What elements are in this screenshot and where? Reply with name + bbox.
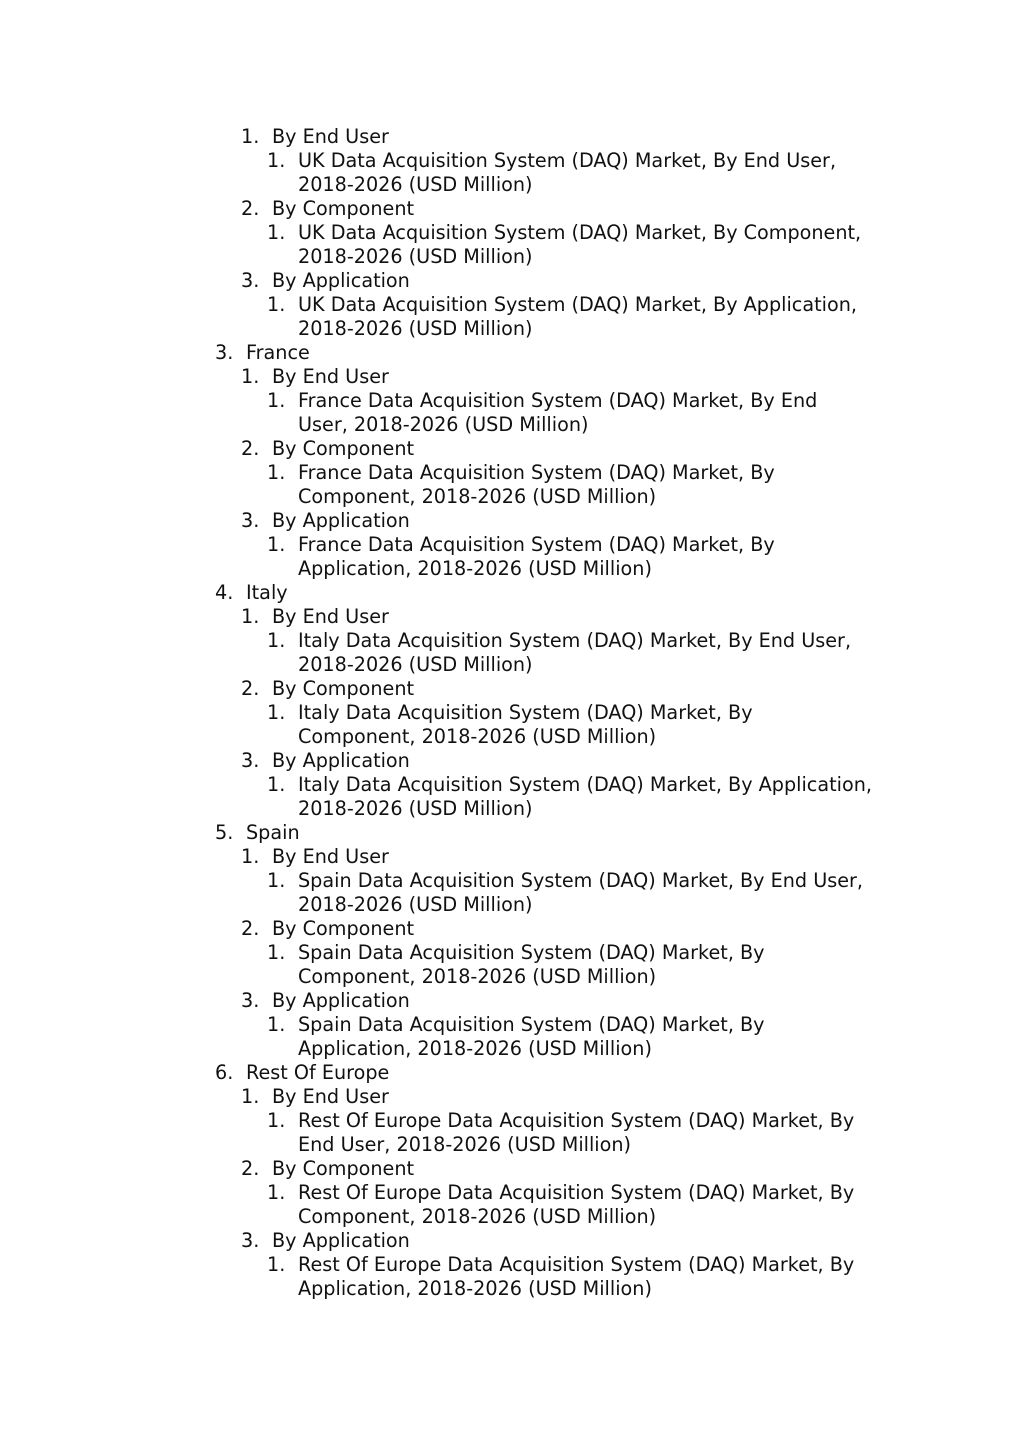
list-text: End User, 2018-2026 (USD Million) bbox=[298, 1133, 632, 1156]
toc-table-entry bbox=[0, 1181, 1023, 1205]
list-text: Application, 2018-2026 (USD Million) bbox=[298, 1277, 652, 1300]
list-text: 2018-2026 (USD Million) bbox=[298, 653, 533, 676]
toc-table-entry-continuation bbox=[0, 1277, 1023, 1301]
toc-table-entry-continuation bbox=[0, 173, 1023, 197]
list-number: 1. bbox=[267, 629, 286, 652]
list-number: 1. bbox=[267, 869, 286, 892]
list-number: 5. bbox=[215, 821, 234, 844]
list-text: By Application bbox=[272, 749, 410, 772]
toc-table-entry bbox=[0, 869, 1023, 893]
list-text: User, 2018-2026 (USD Million) bbox=[298, 413, 589, 436]
toc-segment-entry bbox=[0, 509, 1023, 533]
list-text: By End User bbox=[272, 1085, 389, 1108]
list-text: Component, 2018-2026 (USD Million) bbox=[298, 485, 657, 508]
toc-table-entry-continuation bbox=[0, 893, 1023, 917]
list-text: By Application bbox=[272, 1229, 410, 1252]
toc-country-entry bbox=[0, 341, 1023, 365]
list-text: Application, 2018-2026 (USD Million) bbox=[298, 557, 652, 580]
list-text: Component, 2018-2026 (USD Million) bbox=[298, 1205, 657, 1228]
list-text: Component, 2018-2026 (USD Million) bbox=[298, 965, 657, 988]
list-text: 2018-2026 (USD Million) bbox=[298, 245, 533, 268]
list-number: 2. bbox=[241, 437, 260, 460]
list-number: 1. bbox=[241, 845, 260, 868]
list-number: 1. bbox=[267, 941, 286, 964]
toc-segment-entry bbox=[0, 845, 1023, 869]
toc-table-entry bbox=[0, 941, 1023, 965]
list-number: 1. bbox=[267, 1253, 286, 1276]
list-number: 1. bbox=[241, 125, 260, 148]
list-text: By End User bbox=[272, 365, 389, 388]
toc-segment-entry bbox=[0, 749, 1023, 773]
list-text: By Application bbox=[272, 509, 410, 532]
toc-table-entry bbox=[0, 701, 1023, 725]
list-number: 2. bbox=[241, 1157, 260, 1180]
list-text: By Component bbox=[272, 1157, 415, 1180]
list-text: UK Data Acquisition System (DAQ) Market, By Application, bbox=[298, 293, 857, 316]
list-text: Spain Data Acquisition System (DAQ) Market, By End User, bbox=[298, 869, 864, 892]
list-number: 1. bbox=[267, 149, 286, 172]
list-text: By End User bbox=[272, 605, 389, 628]
list-text: Spain bbox=[246, 821, 300, 844]
toc-segment-entry bbox=[0, 269, 1023, 293]
list-text: France Data Acquisition System (DAQ) Market, By bbox=[298, 461, 775, 484]
list-text: UK Data Acquisition System (DAQ) Market, By End User, bbox=[298, 149, 837, 172]
list-number: 2. bbox=[241, 917, 260, 940]
list-number: 1. bbox=[241, 1085, 260, 1108]
list-text: Italy Data Acquisition System (DAQ) Market, By End User, bbox=[298, 629, 852, 652]
toc-segment-entry bbox=[0, 365, 1023, 389]
list-text: 2018-2026 (USD Million) bbox=[298, 893, 533, 916]
toc-table-entry-continuation bbox=[0, 653, 1023, 677]
list-text: Component, 2018-2026 (USD Million) bbox=[298, 725, 657, 748]
toc-table-entry bbox=[0, 1253, 1023, 1277]
list-number: 1. bbox=[267, 1013, 286, 1036]
toc-segment-entry bbox=[0, 437, 1023, 461]
list-text: By Application bbox=[272, 269, 410, 292]
toc-table-entry bbox=[0, 629, 1023, 653]
toc-table-entry bbox=[0, 461, 1023, 485]
toc-segment-entry bbox=[0, 989, 1023, 1013]
list-text: By Component bbox=[272, 437, 415, 460]
list-text: Italy Data Acquisition System (DAQ) Market, By Application, bbox=[298, 773, 872, 796]
list-text: France Data Acquisition System (DAQ) Market, By bbox=[298, 533, 775, 556]
list-number: 1. bbox=[267, 293, 286, 316]
list-text: Rest Of Europe Data Acquisition System (DAQ) Market, By bbox=[298, 1109, 855, 1132]
list-number: 3. bbox=[241, 1229, 260, 1252]
list-number: 1. bbox=[267, 461, 286, 484]
toc-table-entry bbox=[0, 773, 1023, 797]
list-text: Italy Data Acquisition System (DAQ) Market, By bbox=[298, 701, 753, 724]
toc-table-entry-continuation bbox=[0, 317, 1023, 341]
list-number: 1. bbox=[241, 365, 260, 388]
toc-country-entry bbox=[0, 1061, 1023, 1085]
toc-segment-entry bbox=[0, 605, 1023, 629]
list-number: 6. bbox=[215, 1061, 234, 1084]
list-text: By End User bbox=[272, 125, 389, 148]
list-text: 2018-2026 (USD Million) bbox=[298, 797, 533, 820]
list-text: UK Data Acquisition System (DAQ) Market, By Component, bbox=[298, 221, 862, 244]
list-text: 2018-2026 (USD Million) bbox=[298, 317, 533, 340]
toc-table-entry bbox=[0, 1013, 1023, 1037]
list-text: By Component bbox=[272, 917, 415, 940]
list-number: 1. bbox=[267, 1109, 286, 1132]
toc-segment-entry bbox=[0, 917, 1023, 941]
list-number: 3. bbox=[241, 749, 260, 772]
toc-table-entry-continuation bbox=[0, 1037, 1023, 1061]
list-number: 1. bbox=[267, 389, 286, 412]
list-number: 2. bbox=[241, 197, 260, 220]
toc-table-entry-continuation bbox=[0, 413, 1023, 437]
list-number: 1. bbox=[267, 533, 286, 556]
list-number: 3. bbox=[241, 509, 260, 532]
toc-country-entry bbox=[0, 581, 1023, 605]
toc-segment-entry bbox=[0, 1157, 1023, 1181]
toc-table-entry bbox=[0, 293, 1023, 317]
list-number: 1. bbox=[267, 221, 286, 244]
list-number: 3. bbox=[215, 341, 234, 364]
list-number: 4. bbox=[215, 581, 234, 604]
list-text: France Data Acquisition System (DAQ) Market, By End bbox=[298, 389, 818, 412]
toc-table-entry-continuation bbox=[0, 1205, 1023, 1229]
toc-segment-entry bbox=[0, 1229, 1023, 1253]
toc-table-entry-continuation bbox=[0, 1133, 1023, 1157]
list-text: By Component bbox=[272, 197, 415, 220]
toc-table-entry-continuation bbox=[0, 245, 1023, 269]
list-text: By Application bbox=[272, 989, 410, 1012]
list-text: Spain Data Acquisition System (DAQ) Market, By bbox=[298, 941, 765, 964]
toc-table-entry-continuation bbox=[0, 485, 1023, 509]
list-text: By End User bbox=[272, 845, 389, 868]
toc-segment-entry bbox=[0, 677, 1023, 701]
toc-table-entry bbox=[0, 149, 1023, 173]
list-text: Application, 2018-2026 (USD Million) bbox=[298, 1037, 652, 1060]
list-text: 2018-2026 (USD Million) bbox=[298, 173, 533, 196]
toc-segment-entry bbox=[0, 125, 1023, 149]
list-text: By Component bbox=[272, 677, 415, 700]
toc-country-entry bbox=[0, 821, 1023, 845]
list-text: Rest Of Europe bbox=[246, 1061, 390, 1084]
list-number: 2. bbox=[241, 677, 260, 700]
toc-table-entry bbox=[0, 221, 1023, 245]
toc-segment-entry bbox=[0, 1085, 1023, 1109]
list-number: 1. bbox=[267, 1181, 286, 1204]
list-number: 1. bbox=[267, 701, 286, 724]
list-text: Italy bbox=[246, 581, 288, 604]
list-text: Rest Of Europe Data Acquisition System (DAQ) Market, By bbox=[298, 1181, 855, 1204]
list-text: Rest Of Europe Data Acquisition System (DAQ) Market, By bbox=[298, 1253, 855, 1276]
list-number: 3. bbox=[241, 989, 260, 1012]
toc-table-entry bbox=[0, 389, 1023, 413]
list-text: Spain Data Acquisition System (DAQ) Market, By bbox=[298, 1013, 765, 1036]
toc-table-entry bbox=[0, 1109, 1023, 1133]
list-text: France bbox=[246, 341, 310, 364]
list-number: 1. bbox=[267, 773, 286, 796]
toc-table-entry-continuation bbox=[0, 725, 1023, 749]
toc-table-entry-continuation bbox=[0, 797, 1023, 821]
list-number: 3. bbox=[241, 269, 260, 292]
toc-table-entry-continuation bbox=[0, 557, 1023, 581]
toc-table-entry-continuation bbox=[0, 965, 1023, 989]
toc-list bbox=[0, 125, 1023, 1301]
list-number: 1. bbox=[241, 605, 260, 628]
toc-table-entry bbox=[0, 533, 1023, 557]
toc-segment-entry bbox=[0, 197, 1023, 221]
